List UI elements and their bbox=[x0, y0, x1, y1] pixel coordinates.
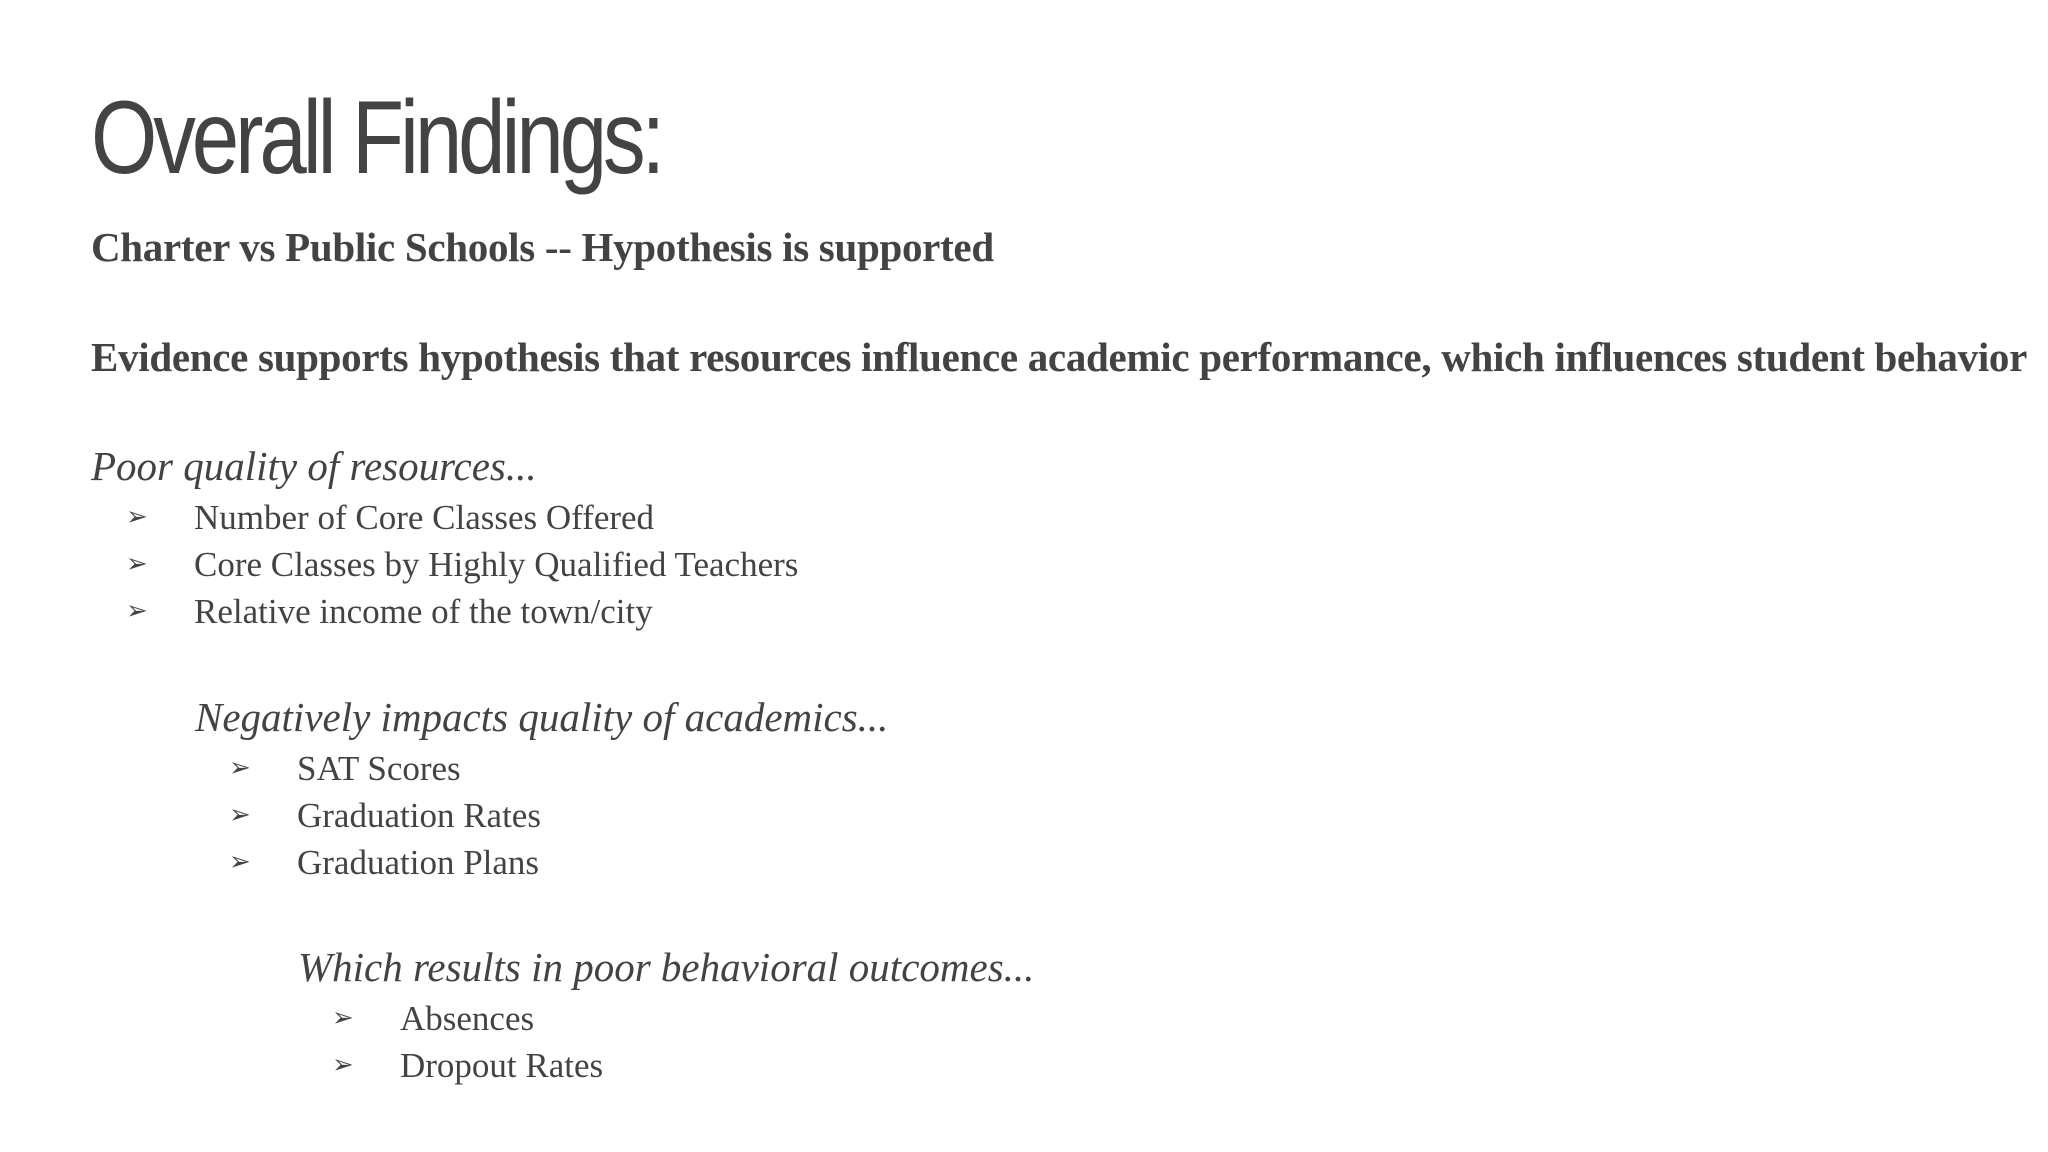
arrow-bullet-icon: ➢ bbox=[229, 753, 251, 783]
section-heading-resources: Poor quality of resources... bbox=[91, 443, 537, 489]
list-item-text: Graduation Plans bbox=[297, 843, 540, 882]
arrow-bullet-icon: ➢ bbox=[332, 1003, 354, 1033]
list-item-text: Dropout Rates bbox=[400, 1046, 604, 1085]
list-item-text: Absences bbox=[400, 999, 535, 1038]
section-heading-academics: Negatively impacts quality of academics... bbox=[195, 694, 889, 740]
slide-title: Overall Findings: bbox=[91, 80, 662, 196]
list-item-text: SAT Scores bbox=[297, 749, 461, 788]
arrow-bullet-icon: ➢ bbox=[126, 549, 148, 579]
arrow-bullet-icon: ➢ bbox=[229, 847, 251, 877]
arrow-bullet-icon: ➢ bbox=[126, 502, 148, 532]
list-item-text: Graduation Rates bbox=[297, 796, 541, 835]
arrow-bullet-icon: ➢ bbox=[229, 800, 251, 830]
list-item-text: Core Classes by Highly Qualified Teachers bbox=[194, 545, 799, 584]
arrow-bullet-icon: ➢ bbox=[126, 596, 148, 626]
section-heading-behavior: Which results in poor behavioral outcomes... bbox=[298, 944, 1035, 990]
arrow-bullet-icon: ➢ bbox=[332, 1050, 354, 1080]
list-item-text: Number of Core Classes Offered bbox=[194, 498, 655, 537]
hypothesis-statement: Charter vs Public Schools -- Hypothesis is supported bbox=[91, 224, 994, 270]
evidence-statement: Evidence supports hypothesis that resources influence academic performance, which influences student behavior bbox=[91, 334, 2028, 380]
list-item-text: Relative income of the town/city bbox=[194, 592, 653, 631]
